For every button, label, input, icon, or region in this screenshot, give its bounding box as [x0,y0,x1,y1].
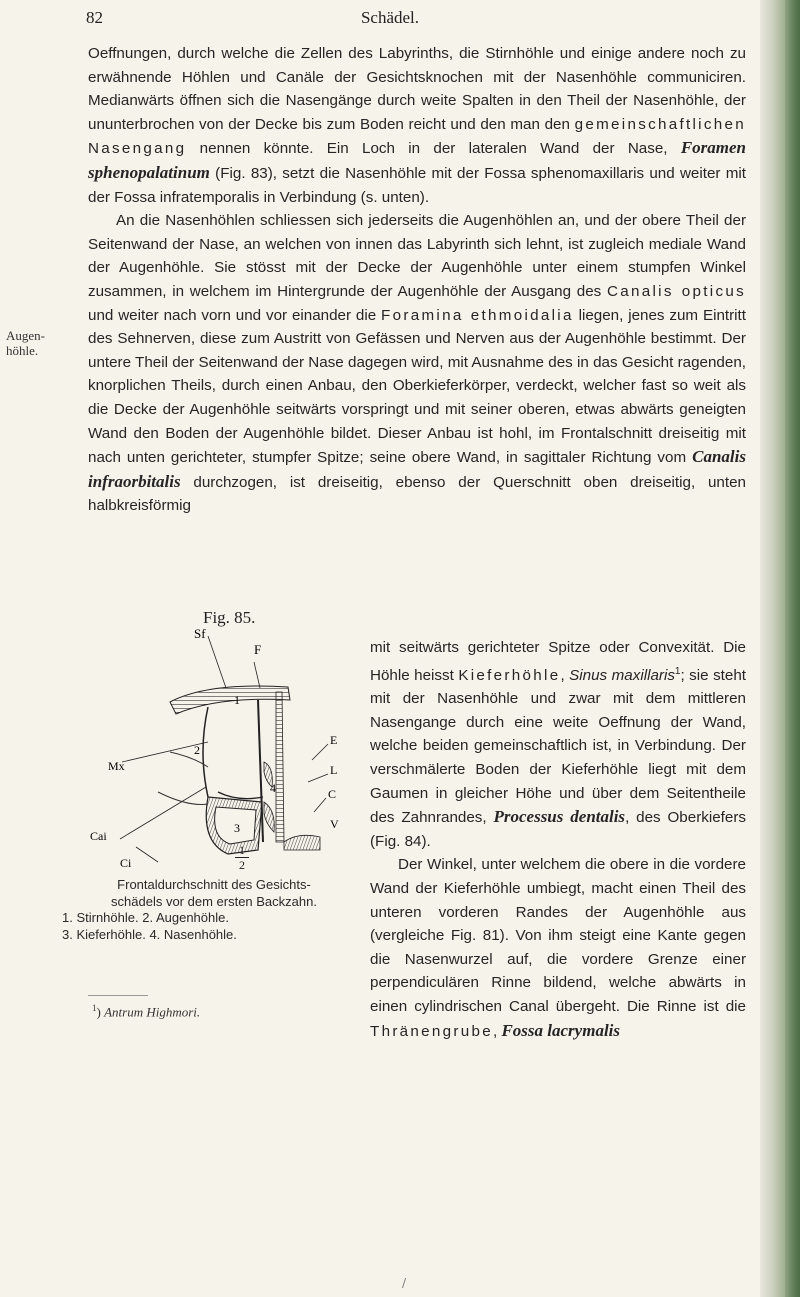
figure-85 [58,592,370,870]
label-f: F [254,642,262,657]
footnote-text: Antrum Highmori. [104,1004,201,1020]
para1-text-3: (Fig. 83), setzt die Nasenhöhle mit der Fossa sphenomaxillaris und weiter mit der Fossa infratemporalis in Verbindung (s. unten). [88,164,746,206]
margin-note [6,328,58,358]
label-l: L [330,763,338,777]
footnote-rule [88,995,148,996]
para1-text-1: Oeffnungen, durch welche die Zellen des Labyrinths, die Stirnhöhle und einige andere noch zu erwähnende Höhlen und Canäle der Gesichtsknochen mit der Nasenhöhle communiciren. Medianwärts öffnen sich die Nasengänge durch weite Spalten in den Theil der Nasenhöhle, der ununterbrochen von der Decke bis zum Boden reicht und den man den [88,45,746,133]
margin-note-line-1: Augen- [6,328,45,343]
paragraph-2 [88,209,746,518]
label-3: 3 [234,821,240,835]
footnote-number: 1 [92,1003,97,1013]
term-canalis-infraorbitalis: Canalis infraorbitalis [88,447,746,491]
running-title: Schädel. [360,8,420,27]
term-processus-dentalis: Processus dentalis [493,807,626,827]
label-ci: Ci [120,856,132,870]
para2-text-4: durchzogen, ist dreiseitig, ebenso der Querschnitt oben dreiseitig, unten halbkreisförmig [88,473,746,515]
term-fossa-lacrymalis: Fossa lacrymalis [501,1020,621,1040]
label-mx: Mx [108,759,125,773]
legend-line-2: 3. Kieferhöhle. 4. Nasenhöhle. [62,926,237,942]
scale-fraction [232,844,252,871]
label-v: V [330,817,339,831]
label-cai: Cai [90,829,107,843]
para1-spaced-term: gemeinschaftlichen Nasengang [88,115,746,158]
term-kieferhoehle: Kieferhöhle [458,666,561,684]
right-text-6: , [493,1022,502,1040]
label-e: E [330,733,338,747]
label-1: 1 [234,693,240,707]
scale-numerator: 1 [239,843,245,857]
right-text-5: Der Winkel, unter welchem die obere in die vordere Wand der Kieferhöhle umbiegt, macht einen Theil des unteren vorderen Randes der Augenhöhle aus (vergleiche Fig. 81). Von ihm steigt eine Kante gegen die Nasenwurzel auf, die vordere Grenze einer perpendiculären Rinne bildend, welche abwärts in einen cylindrischen Canal übergeht. Die Rinne ist die [370,856,746,1015]
running-header [60,8,720,34]
right-paragraph-1 [370,636,746,853]
figure-caption [58,877,370,943]
anatomical-cross-section [58,592,370,870]
caption-line-1: Frontaldurchschnitt des Gesichts- [117,877,311,892]
margin-note-line-2: höhle. [6,343,39,358]
legend-line-1: 1. Stirnhöhle. 2. Augenhöhle. [62,910,229,925]
label-4: 4 [270,781,276,795]
page-edge-shadow [785,0,800,1297]
right-text-2: , [560,666,570,684]
scale-denominator: 2 [239,858,245,872]
right-text-4: , des Oberkiefers (Fig. 84). [370,809,746,850]
right-paragraph-2 [370,853,746,1043]
label-c: C [328,787,337,801]
term-sinus-maxillaris: Sinus maxillaris [569,666,675,684]
para1-text-2: nennen könnte. Ein Loch in der lateralen Wand der Nase, [186,140,681,158]
term-canalis-opticus: Canalis opticus [607,282,746,300]
para2-text-2: und weiter nach vorn und vor einander die [88,306,382,324]
right-text-3: ; sie steht mit der Nasenhöhle und zwar mit dem mittleren Nasengange durch eine weite Oeffnung der Wand, welche beiden gemeinschaftlich ist, in Verbindung. Der verschmälerte Boden der Kieferhöhle liegt mit dem Gaumen in gleicher Höhe und über dem Seitentheile des Zahnrandes, [370,666,746,827]
figure-title: Fig. 85. [203,608,256,627]
term-foramina-ethmoidalia: Foramina ethmoidalia [381,306,574,324]
footnote: $^1$) Antrum Highmori. [92,1003,201,1020]
term-foramen-sphenopalatinum: Foramen sphenopalatinum [88,138,746,182]
label-sf: Sf [194,626,206,641]
right-text-1: mit seitwärts gerichteter Spitze oder Convexität. Die Höhle heisst [370,639,746,684]
term-thraenengrube: Thränengrube [370,1022,494,1040]
page-number: 82 [86,8,103,27]
para2-text-1: An die Nasenhöhlen schliessen sich jederseits die Augenhöhlen an, und der obere Theil der Seitenwand der Nase, an welchen von innen das Labyrinth sich lehnt, ist zugleich mediale Wand der Augenhöhle. Sie stösst mit der Decke der Augenhöhle unter einem stumpfen Winkel zusammen, in welchem im Hintergrunde der Augenhöhle der Ausgang des [88,212,746,300]
para2-text-3: liegen, jenes zum Eintritt des Sehnerven, diese zum Austritt von Gefässen und Nerven aus der Augenhöhle bestimmt. Der untere Theil der Seitenwand der Nase dagegen wird, mit Ausnahme des in das Gesicht ragenden, knorplichen Theils, durch einen Anbau, den Oberkieferkörper, verdeckt, welcher fast so weit als die Decke der Augenhöhle seitwärts vorspringt und mit seiner oberen, etwas abwärts geneigten Wand den Boden der Augenhöhle bildet. Dieser Anbau ist hohl, im Frontalschnitt dreiseitig mit nach unten gerichteter, stumpfer Spitze; seine obere Wand, in sagittaler Richtung vom [88,306,746,467]
paragraph-1 [88,42,746,209]
label-2: 2 [194,743,200,757]
footnote-marker[interactable]: 1 [674,665,681,677]
caption-line-2: schädels vor dem ersten Backzahn. [111,893,317,909]
main-text [88,42,746,518]
right-column-text [370,636,746,1043]
stray-mark: / [402,1276,407,1290]
